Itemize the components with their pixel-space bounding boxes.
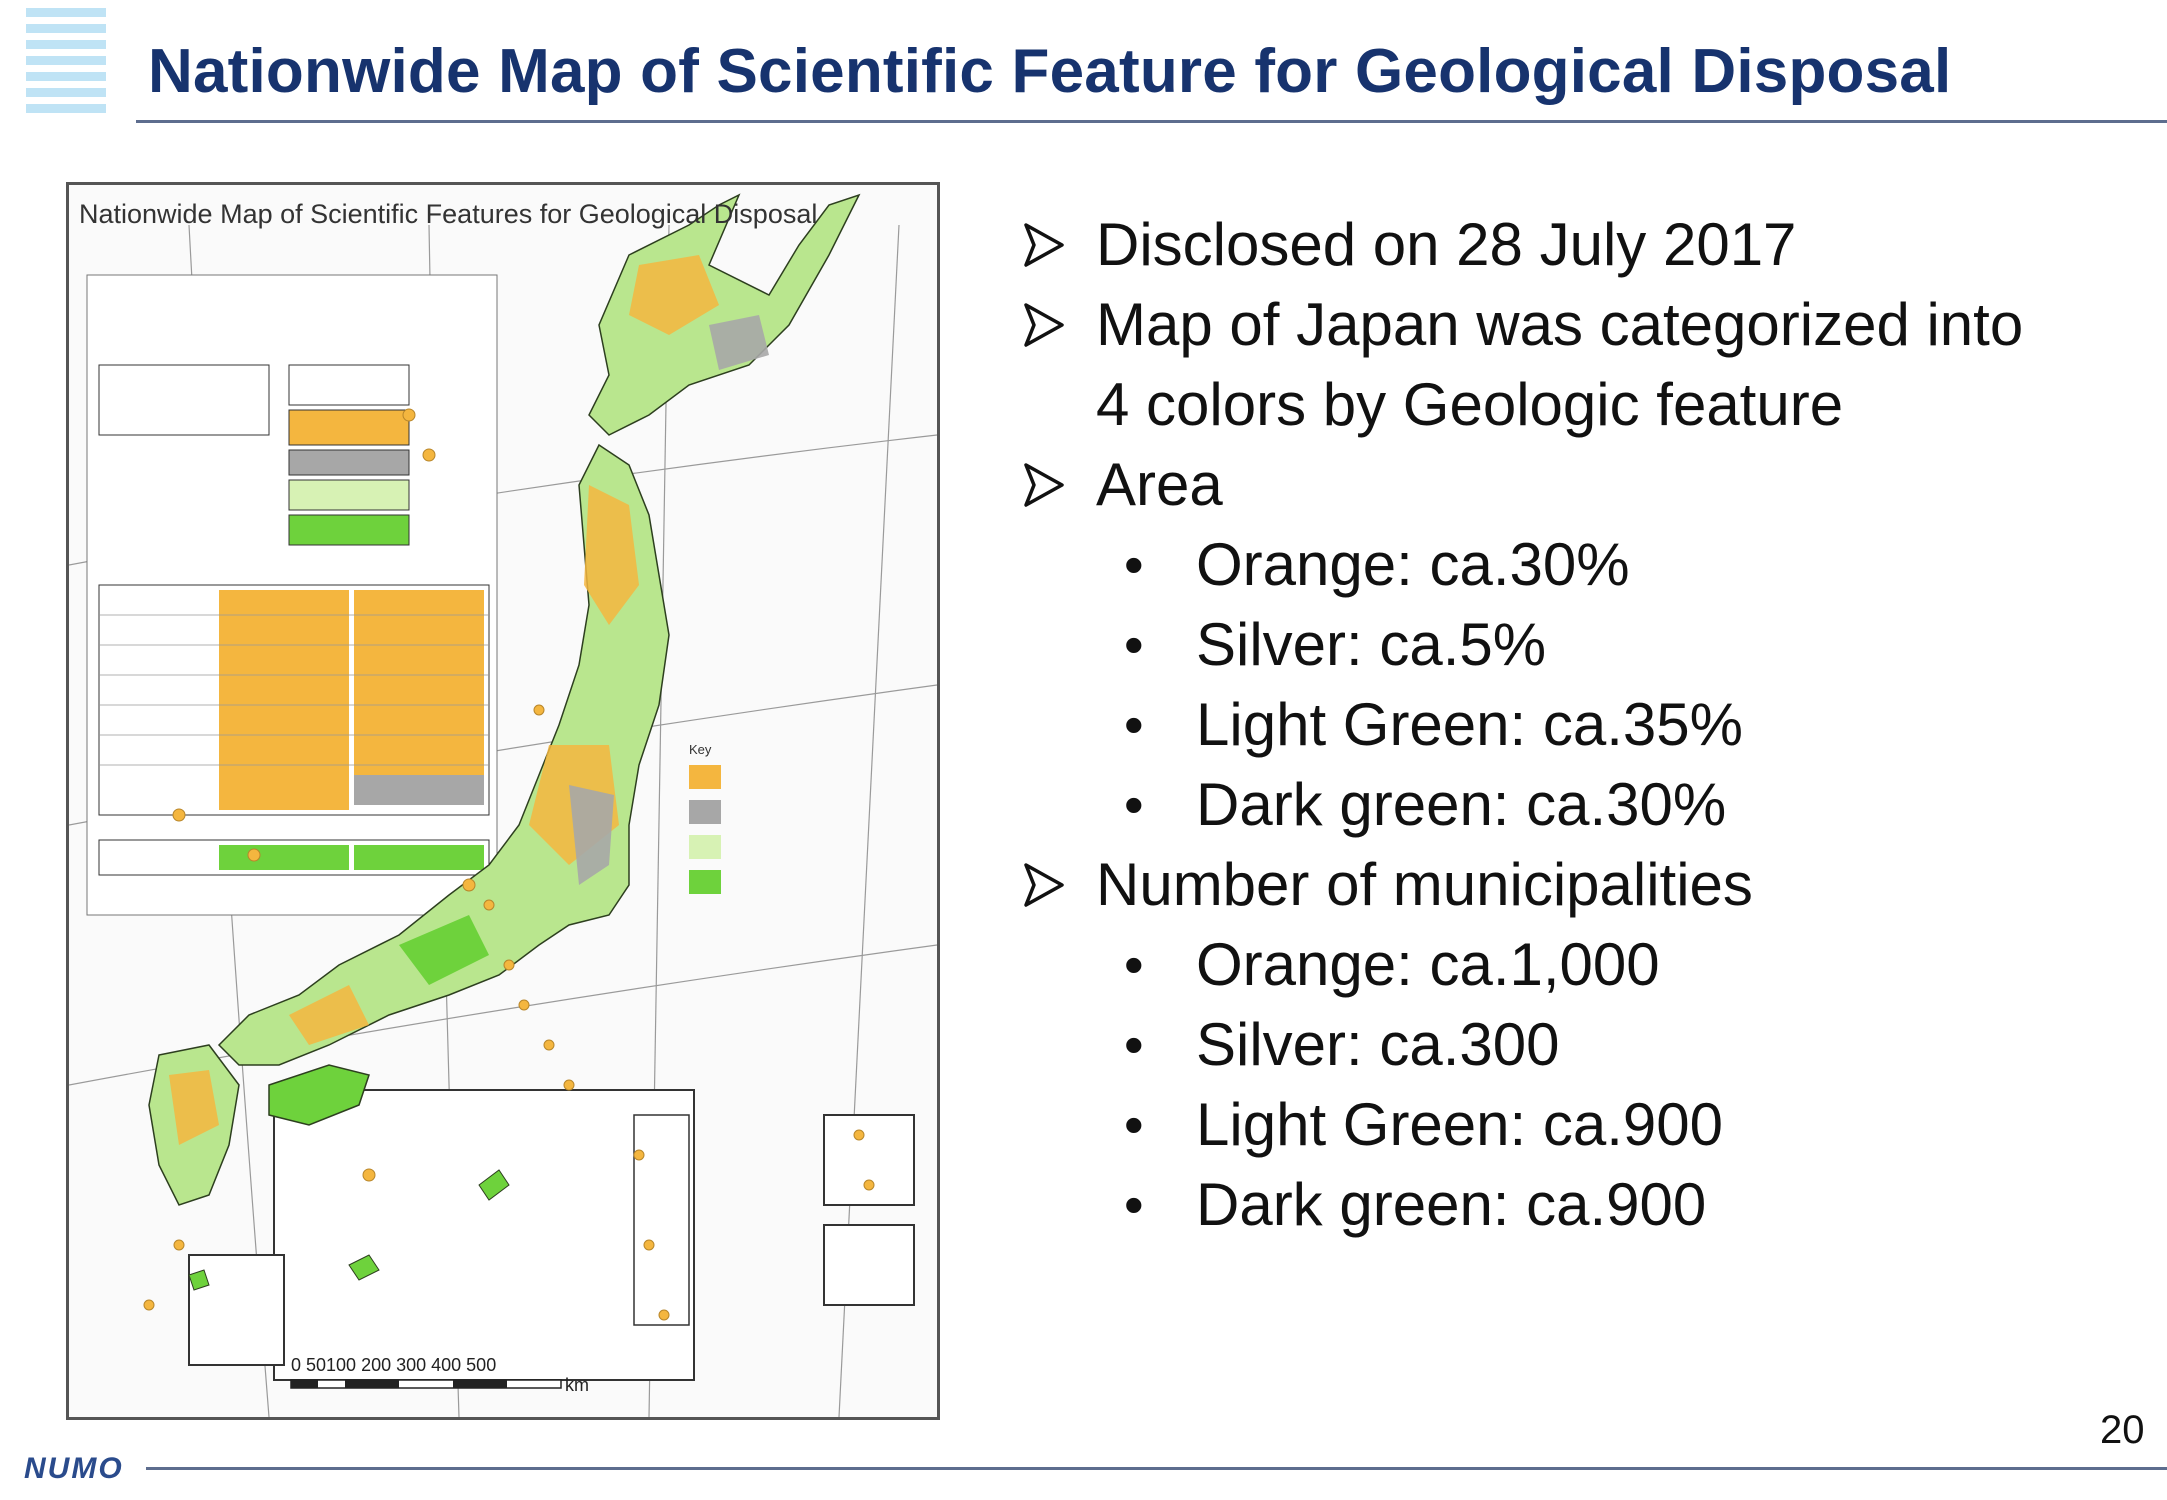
sub-bullet-text: Light Green: ca.900: [1196, 1091, 1724, 1158]
japan-map-image: [66, 182, 940, 1420]
arrow-bullet-icon: [1020, 221, 1068, 269]
sub-bullet-text: Orange: ca.1,000: [1196, 931, 1660, 998]
map-drawing: [69, 185, 937, 1417]
bullet-text: Map of Japan was categorized into: [1096, 291, 2024, 358]
bullet-categorized: [1020, 285, 2167, 445]
title-divider: [136, 120, 2167, 123]
bullet-area: [1020, 445, 2167, 525]
map-scale-bar: [291, 1380, 561, 1388]
sub-bullet-text: Dark green: ca.900: [1196, 1171, 1707, 1238]
dot-bullet-icon: •: [1124, 613, 1144, 676]
dot-bullet-icon: •: [1124, 1093, 1144, 1156]
page-number: 20: [2100, 1408, 2145, 1452]
dot-bullet-icon: •: [1124, 773, 1144, 836]
arrow-bullet-icon: [1020, 301, 1068, 349]
sub-bullet-text: Dark green: ca.30%: [1196, 771, 1727, 838]
arrow-bullet-icon: [1020, 461, 1068, 509]
sub-bullet-area-silver: [1020, 605, 2167, 685]
bullet-list: [1020, 205, 2167, 1245]
header-logo-stripes: [26, 8, 106, 128]
dot-bullet-icon: •: [1124, 533, 1144, 596]
inset-east-2: [824, 1225, 914, 1305]
classification-table: [87, 275, 497, 915]
map-scale-unit: km: [565, 1375, 589, 1395]
inset-east-1: [824, 1115, 914, 1205]
sub-bullet-text: Orange: ca.30%: [1196, 531, 1630, 598]
sub-bullet-muni-silver: [1020, 1005, 2167, 1085]
sub-bullet-area-dark-green: [1020, 765, 2167, 845]
map-key-label: Key: [689, 742, 712, 757]
sub-bullet-muni-light-green: [1020, 1085, 2167, 1165]
slide-title: Nationwide Map of Scientific Feature for Geological Disposal: [148, 37, 1952, 106]
footer-divider: [146, 1467, 2167, 1470]
bullet-text: Number of municipalities: [1096, 851, 1753, 918]
numo-logo: NUMO: [24, 1452, 124, 1485]
bullet-text: Area: [1096, 451, 1223, 518]
dot-bullet-icon: •: [1124, 933, 1144, 996]
dot-bullet-icon: •: [1124, 693, 1144, 756]
bullet-text: Disclosed on 28 July 2017: [1096, 211, 1797, 278]
map-inner-title: Nationwide Map of Scientific Features for Geological Disposal: [79, 199, 818, 229]
sub-bullet-muni-orange: [1020, 925, 2167, 1005]
okinawa-inset: [274, 1090, 694, 1380]
sub-bullet-text: Silver: ca.300: [1196, 1011, 1560, 1078]
sub-bullet-area-light-green: [1020, 685, 2167, 765]
map-scale-ticks: 0 50100 200 300 400 500: [291, 1355, 497, 1375]
sub-bullet-text: Silver: ca.5%: [1196, 611, 1547, 678]
bullet-municipalities: [1020, 845, 2167, 925]
map-key: [689, 765, 721, 894]
sub-bullet-text: Light Green: ca.35%: [1196, 691, 1744, 758]
sub-bullet-muni-dark-green: [1020, 1165, 2167, 1245]
dot-bullet-icon: •: [1124, 1013, 1144, 1076]
sub-bullet-area-orange: [1020, 525, 2167, 605]
arrow-bullet-icon: [1020, 861, 1068, 909]
bullet-disclosed: [1020, 205, 2167, 285]
dot-bullet-icon: •: [1124, 1173, 1144, 1236]
bullet-text-continuation: 4 colors by Geologic feature: [1096, 371, 1844, 438]
